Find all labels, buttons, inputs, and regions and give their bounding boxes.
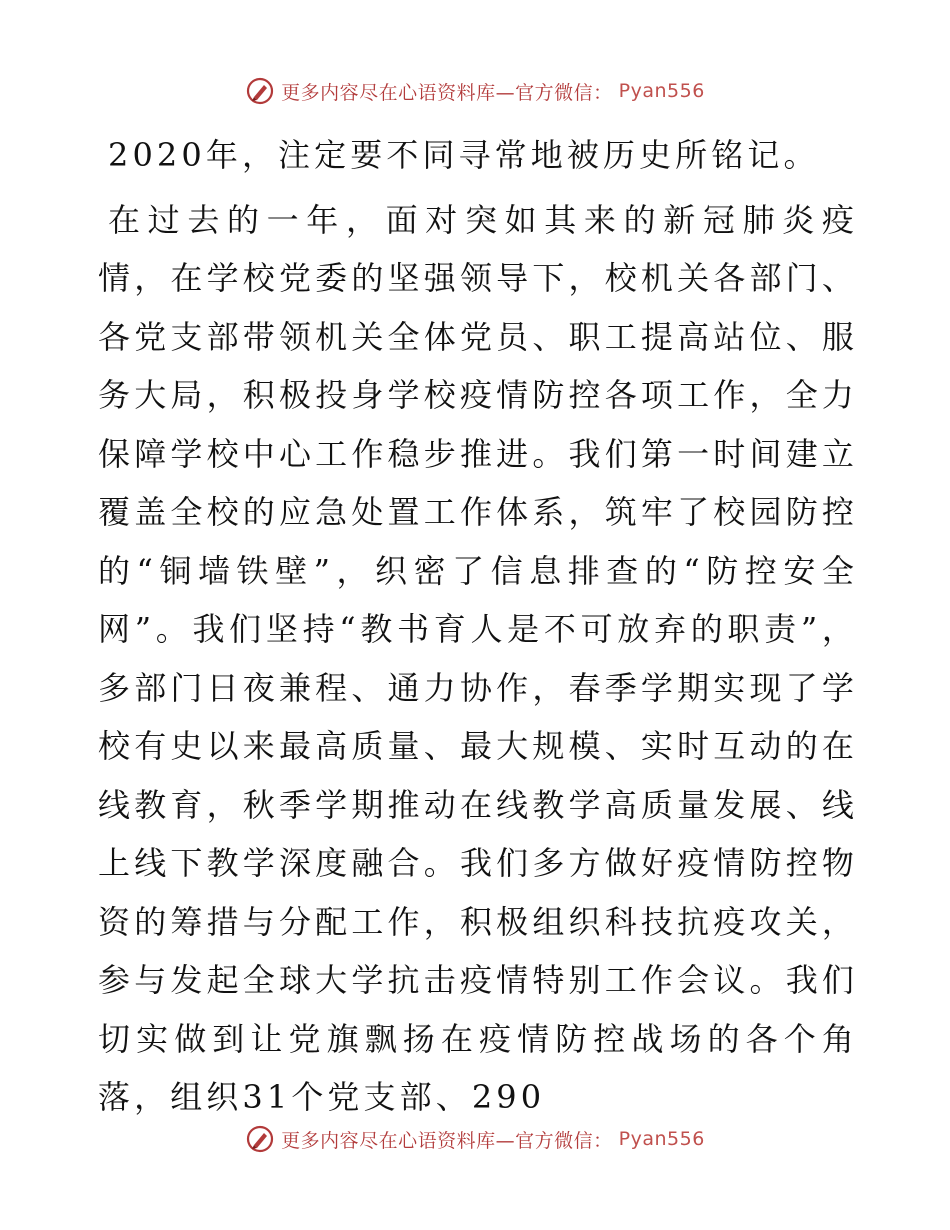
pen-logo-icon xyxy=(245,76,275,106)
watermark-header xyxy=(0,76,950,106)
watermark-text: 更多内容尽在心语资料库—官方微信： xyxy=(281,1129,613,1152)
paragraph-2: 在过去的一年，面对突如其来的新冠肺炎疫情，在学校党委的坚强领导下，校机关各部门、各党支部带领机关全体党员、职工提高站位、服务大局，积极投身学校疫情防控各项工作，全力保障学校中心工作稳步推进。我们第一时间建立覆盖全校的应急处置工作体系，筑牢了校园防控的“铜墙铁壁”，织密了信息排查的“防控安全网”。我们坚持“教书育人是不可放弃的职责”，多部门日夜兼程、通力协作，春季学期实现了学校有史以来最高质量、最大规模、实时互动的在线教育，秋季学期推动在线教学高质量发展、线上线下教学深度融合。我们多方做好疫情防控物资的筹措与分配工作，积极组织科技抗疫攻关，参与发起全球大学抗击疫情特别工作会议。我们切实做到让党旗飘扬在疫情防控战场的各个角落，组织31个党支部、290 xyxy=(98,200,858,1116)
watermark-footer xyxy=(0,1124,950,1154)
watermark-account: Pyan556 xyxy=(618,80,705,102)
watermark-account: Pyan556 xyxy=(618,1128,705,1150)
pen-logo-icon xyxy=(245,1124,275,1154)
document-body xyxy=(98,126,858,1127)
watermark-text: 更多内容尽在心语资料库—官方微信： xyxy=(281,81,613,104)
paragraph-1: 2020年，注定要不同寻常地被历史所铭记。 xyxy=(108,136,820,174)
